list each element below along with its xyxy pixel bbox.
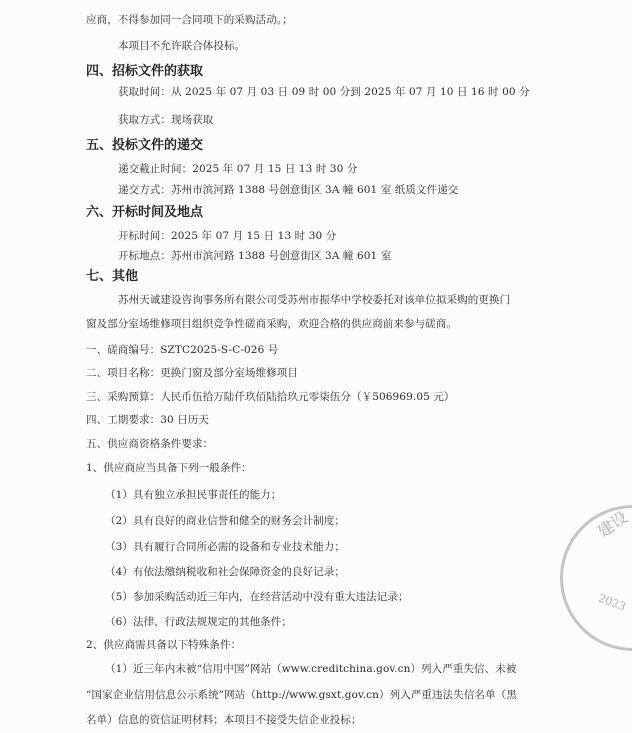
- text-line-obtain-time: 获取时间：从 2025 年 07 月 03 日 09 时 00 分到 2025 年 07 月 10 日 16 时 00 分: [118, 86, 530, 98]
- text-line-special-conditions: 2、供应商需具备以下特殊条件：: [86, 639, 242, 651]
- text-line-general-conditions: 1、供应商应当具备下列一般条件：: [86, 462, 252, 474]
- text-line-obtain-method: 获取方式：现场获取: [118, 114, 214, 126]
- text-line-intro-1: 苏州天诚建设咨询事务所有限公司受苏州市振华中学校委托对该单位拟采购的更换门: [118, 294, 511, 306]
- text-line-cond-1: （1）具有独立承担民事责任的能力；: [105, 489, 282, 501]
- text-line-cond-2: （2）具有良好的商业信誉和健全的财务会计制度；: [105, 515, 345, 527]
- text-line-item-3: 三、采购预算：人民币伍拾万陆仟玖佰陆拾玖元零柒伍分（￥506969.05 元）: [86, 391, 455, 403]
- text-line-open-time: 开标时间：2025 年 07 月 15 日 13 时 30 分: [118, 230, 337, 242]
- stamp-top-text: 建设: [594, 507, 632, 542]
- text-line-special-1c: 名单）信息的资信证明材料；本项目不接受失信企业投标；: [86, 714, 362, 726]
- section-heading-5: 五、投标文件的递交: [86, 138, 204, 153]
- text-line-cond-3: （3）具有履行合同所必需的设备和专业技术能力；: [105, 541, 345, 553]
- text-line-submit-method: 递交方式：苏州市滨河路 1388 号创意街区 3A 幢 601 室 纸质文件递交: [118, 184, 459, 196]
- text-line-joint-bid: 本项目不允许联合体投标。: [118, 40, 246, 52]
- text-line-special-1b: “国家企业信用信息公示系统”网站（http://www.gsxt.gov.cn）列入严重违法失信名单（黑: [86, 689, 517, 701]
- text-line-cond-5: （5）参加采购活动近三年内，在经营活动中没有重大违法记录；: [105, 591, 409, 603]
- text-line-item-4: 四、工期要求：30 日历天: [86, 414, 209, 426]
- text-line-cond-4: （4）有依法缴纳税收和社会保障资金的良好记录；: [105, 566, 345, 578]
- text-line-item-1: 一、磋商编号：SZTC2025-S-C-026 号: [86, 344, 279, 356]
- text-line-open-place: 开标地点：苏州市滨河路 1388 号创意街区 3A 幢 601 室: [118, 250, 392, 262]
- text-line-cond-6: （6）法律、行政法规规定的其他条件；: [105, 616, 292, 628]
- text-line-special-1a: （1）近三年内未被“信用中国”网站（www.creditchina.gov.cn）列入严重失信、未被: [105, 663, 517, 675]
- text-line-item-2: 二、项目名称：更换门窗及部分室场维修项目: [86, 367, 298, 379]
- section-heading-6: 六、开标时间及地点: [86, 205, 204, 220]
- text-line-intro-2: 窗及部分室场维修项目组织竞争性磋商采购，欢迎合格的供应商前来参与磋商。: [86, 318, 457, 330]
- section-heading-7: 七、其他: [86, 269, 139, 284]
- text-line-submit-deadline: 递交截止时间：2025 年 07 月 15 日 13 时 30 分: [118, 163, 358, 175]
- text-line-continuation: 应商，不得参加同一合同项下的采购活动。；: [86, 14, 293, 26]
- section-heading-4: 四、招标文件的获取: [86, 64, 204, 79]
- stamp-bottom-text: 2023: [596, 591, 628, 614]
- text-line-item-5: 五、供应商资格条件要求：: [86, 438, 214, 450]
